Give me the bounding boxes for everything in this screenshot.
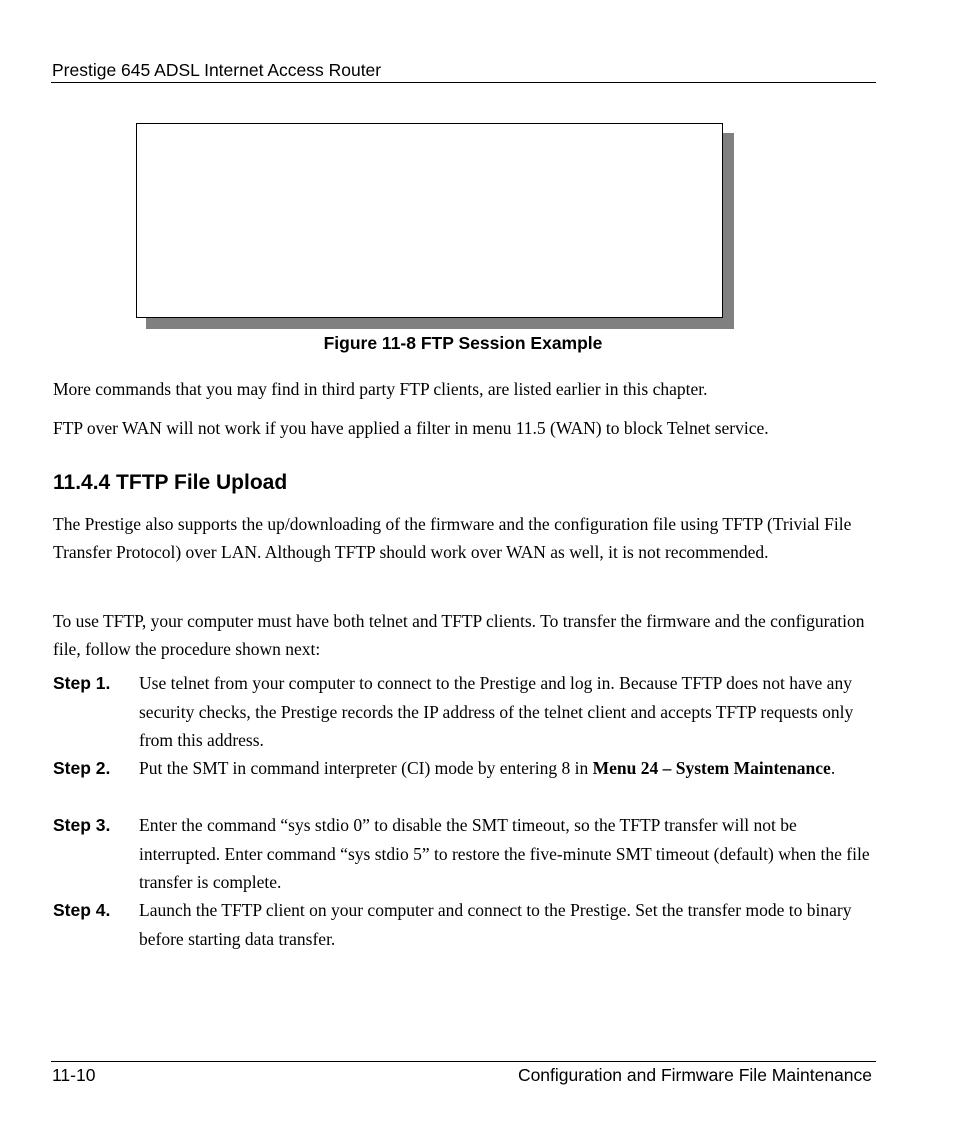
figure-caption: Figure 11-8 FTP Session Example: [323, 333, 603, 353]
paragraph-tftp-requirements: To use TFTP, your computer must have both telnet and TFTP clients. To transfer the firmware and the configuration file, follow the procedure shown next:: [53, 611, 865, 659]
paragraph-ftp-commands: More commands that you may find in third party FTP clients, are listed earlier in this chapter.: [53, 379, 708, 399]
chapter-title: Configuration and Firmware File Maintenance: [517, 1065, 872, 1085]
step-1: [53, 669, 878, 755]
step-2: [53, 754, 878, 783]
step-label: Step 3.: [53, 815, 111, 835]
paragraph-tftp-intro: The Prestige also supports the up/downloading of the firmware and the configuration file using TFTP (Trivial File Transfer Protocol) over LAN. Although TFTP should work over WAN as well, it is not recommended.: [53, 514, 852, 562]
step-4: [53, 896, 878, 953]
step-text: Enter the command “sys stdio 0” to disable the SMT timeout, so the TFTP transfer will not be interrupted. Enter command “sys stdio 5” to restore the five-minute SMT timeout (default) when the file transfer is complete.: [139, 815, 870, 892]
step-3: [53, 811, 878, 897]
header-rule: [51, 82, 876, 83]
step-text-lead: Put the SMT in command interpreter (CI) mode by entering 8 in: [139, 758, 593, 778]
step-text-end: .: [830, 758, 836, 778]
figure-image-box: [136, 123, 723, 318]
footer-rule: [51, 1061, 876, 1062]
step-label: Step 4.: [53, 900, 111, 920]
paragraph-ftp-wan: FTP over WAN will not work if you have applied a filter in menu 11.5 (WAN) to block Telnet service.: [53, 418, 769, 438]
step-text: Launch the TFTP client on your computer and connect to the Prestige. Set the transfer mode to binary before starting data transfer.: [139, 900, 852, 949]
page-number: 11-10: [52, 1065, 96, 1085]
section-heading: 11.4.4 TFTP File Upload: [53, 471, 288, 494]
running-header-title: Prestige 645 ADSL Internet Access Router: [52, 60, 382, 80]
step-text: Use telnet from your computer to connect to the Prestige and log in. Because TFTP does not have any security checks, the Prestige records the IP address of the telnet client and accepts TFTP requests only from this address.: [139, 673, 854, 750]
step-text: [139, 754, 878, 783]
step-label: Step 2.: [53, 758, 111, 778]
step-label: Step 1.: [53, 673, 111, 693]
menu-reference: Menu 24 – System Maintenance: [592, 758, 831, 778]
